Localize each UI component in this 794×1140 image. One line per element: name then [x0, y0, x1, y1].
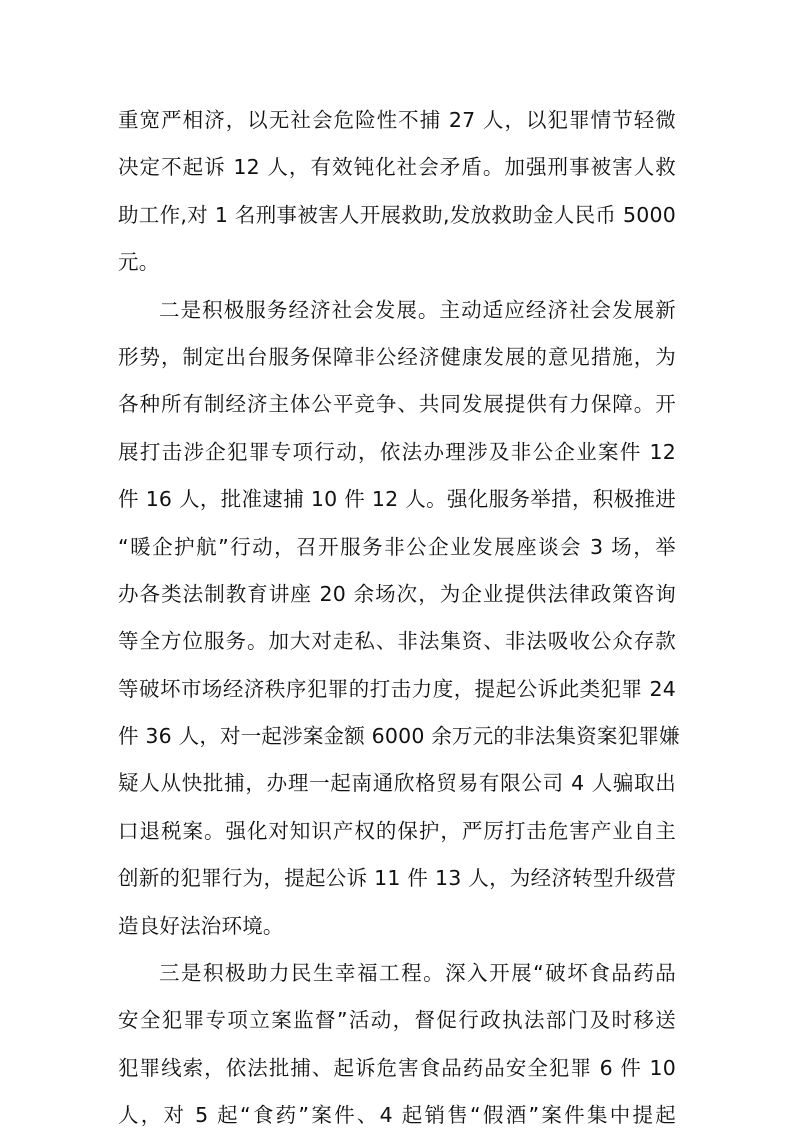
text-line: 犯罪线索，依法批捕、起诉危害食品药品安全犯罪 6 件 10: [118, 1055, 676, 1080]
text-line: “暖企护航”行动，召开服务非公企业发展座谈会 3 场，举: [118, 534, 676, 559]
text-line: 安全犯罪专项立案监督”活动，督促行政执法部门及时移送: [118, 1008, 676, 1033]
paragraph-first-line: 二是积极服务经济社会发展。主动适应经济社会发展新: [159, 297, 676, 322]
text-line: 口退税案。强化对知识产权的保护，严厉打击危害产业自主: [118, 818, 676, 843]
text-line: 元。: [118, 250, 160, 275]
text-line: 造良好法治环境。: [118, 913, 284, 938]
text-line: 件 16 人，批准逮捕 10 件 12 人。强化服务举措，积极推进: [118, 487, 676, 512]
text-line: 助工作,对 1 名刑事被害人开展救助,发放救助金人民币 5000: [118, 202, 676, 227]
text-line: 决定不起诉 12 人，有效钝化社会矛盾。加强刑事被害人救: [118, 155, 676, 180]
text-line: 重宽严相济，以无社会危险性不捕 27 人，以犯罪情节轻微: [118, 108, 676, 132]
text-line: 办各类法制教育讲座 20 余场次，为企业提供法律政策咨询: [118, 581, 676, 606]
text-line: 展打击涉企犯罪专项行动，依法办理涉及非公企业案件 12: [118, 439, 676, 464]
text-line: 人，对 5 起“食药”案件、4 起销售“假酒”案件集中提起: [118, 1103, 676, 1128]
text-line: 等全方位服务。加大对走私、非法集资、非法吸收公众存款: [118, 629, 676, 654]
paragraph-first-line: 三是积极助力民生幸福工程。深入开展“破坏食品药品: [159, 961, 676, 986]
text-line: 疑人从快批捕，办理一起南通欣格贸易有限公司 4 人骗取出: [118, 771, 676, 796]
text-line: 件 36 人，对一起涉案金额 6000 余万元的非法集资案犯罪嫌: [118, 724, 680, 749]
text-line: 创新的犯罪行为，提起公诉 11 件 13 人，为经济转型升级营: [118, 866, 676, 891]
text-line: 形势，制定出台服务保障非公经济健康发展的意见措施，为: [118, 344, 676, 369]
text-line: 各种所有制经济主体公平竞争、共同发展提供有力保障。开: [118, 392, 676, 417]
text-line: 等破坏市场经济秩序犯罪的打击力度，提起公诉此类犯罪 24: [118, 676, 676, 701]
document-body: [118, 97, 680, 1140]
